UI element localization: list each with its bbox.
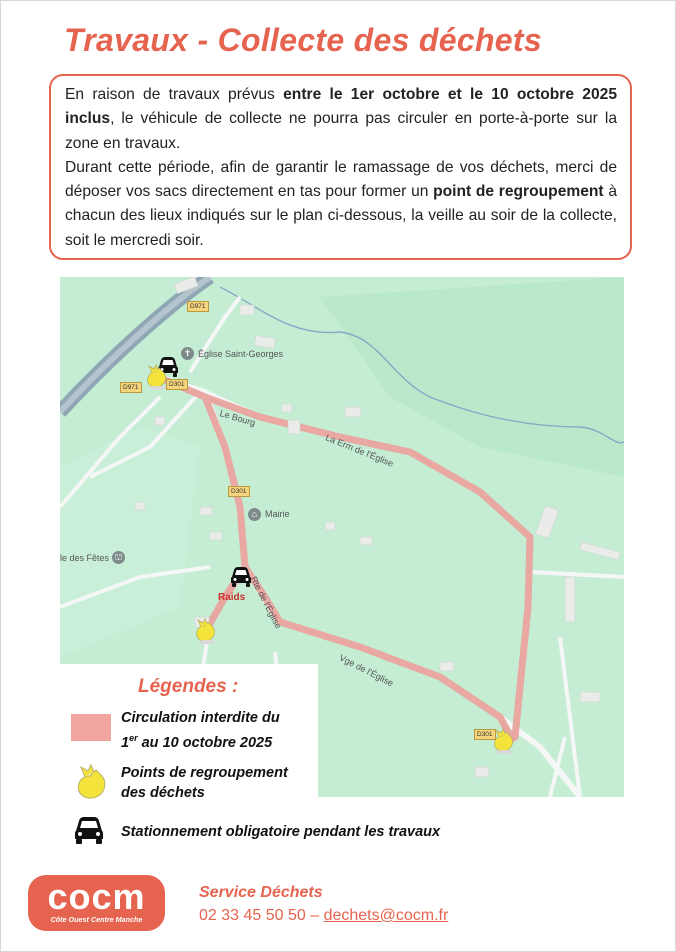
map-label-mairie: Mairie (265, 509, 290, 519)
contact-line: 02 33 45 50 50 – dechets@cocm.fr (199, 907, 449, 924)
grass-area (60, 427, 200, 657)
page-title: Travaux - Collecte des déchets (64, 22, 542, 58)
map-label-church: Église Saint-Georges (198, 349, 284, 359)
legend-car-icon (72, 815, 106, 845)
mairie-pin-icon: ⌂ (248, 508, 261, 521)
legend-collection-points: Points de regroupement des déchets (121, 765, 288, 801)
fetes-pin-icon: ⛫ (112, 551, 125, 564)
phone-number: 02 33 45 50 50 (199, 907, 306, 924)
legend-title: Légendes : (138, 676, 239, 697)
logo-tagline: Côte Ouest Centre Manche (50, 915, 143, 924)
map-label-fetes: le des Fêtes (60, 553, 110, 563)
logo-wordmark: cocm (47, 876, 146, 917)
email-link[interactable]: dechets@cocm.fr (323, 907, 449, 924)
road-badge-d301: D301 (166, 379, 188, 390)
legend-closure: Circulation interdite du 1er au 10 octobre 2025 (121, 710, 280, 751)
road-badge-d971: D971 (120, 382, 142, 393)
map-label-rte-eglise: Rte de l'Église (248, 574, 284, 631)
notice-paragraph-1: En raison de travaux prévus entre le 1er octobre et le 10 octobre 2025 inclus, le véhicule de collecte ne pourra pas circuler en porte-à-porte sur la zone en travaux. (65, 86, 617, 152)
map-label-vge-eglise: Vge de l'Église (337, 652, 396, 689)
notice-paragraph-2: Durant cette période, afin de garantir le ramassage de vos déchets, merci de déposer vos sacs directement en tas pour former un point de regroupement à chacun des lieux indiqués sur le plan ci-dessous, la veille au soir de la collecte, soit le mercredi soir. (65, 158, 617, 249)
legend-parking: Stationnement obligatoire pendant les travaux (121, 824, 441, 840)
road-badge-d971: D971 (187, 301, 209, 312)
notice-dates: entre le 1er octobre et le 10 octobre 2025 inclus (65, 86, 617, 128)
map-label-erm-eglise: La Erm de l'Église (324, 432, 395, 469)
cocm-logo (28, 875, 165, 931)
road-badge-d301: D301 (228, 486, 250, 497)
map-label-le-bourg: Le Bourg (218, 408, 257, 428)
notice-grouping-point: point de regroupement (433, 183, 604, 201)
notice-box (49, 74, 632, 260)
map-label-raids: Raids (218, 592, 246, 603)
closure-swatch (71, 714, 111, 741)
service-name: Service Déchets (199, 884, 323, 901)
parking-car-icon (231, 567, 251, 587)
road-badge-d301: D301 (474, 729, 496, 740)
legend-bag-icon (71, 760, 111, 800)
church-pin-icon: ✝ (181, 347, 194, 360)
